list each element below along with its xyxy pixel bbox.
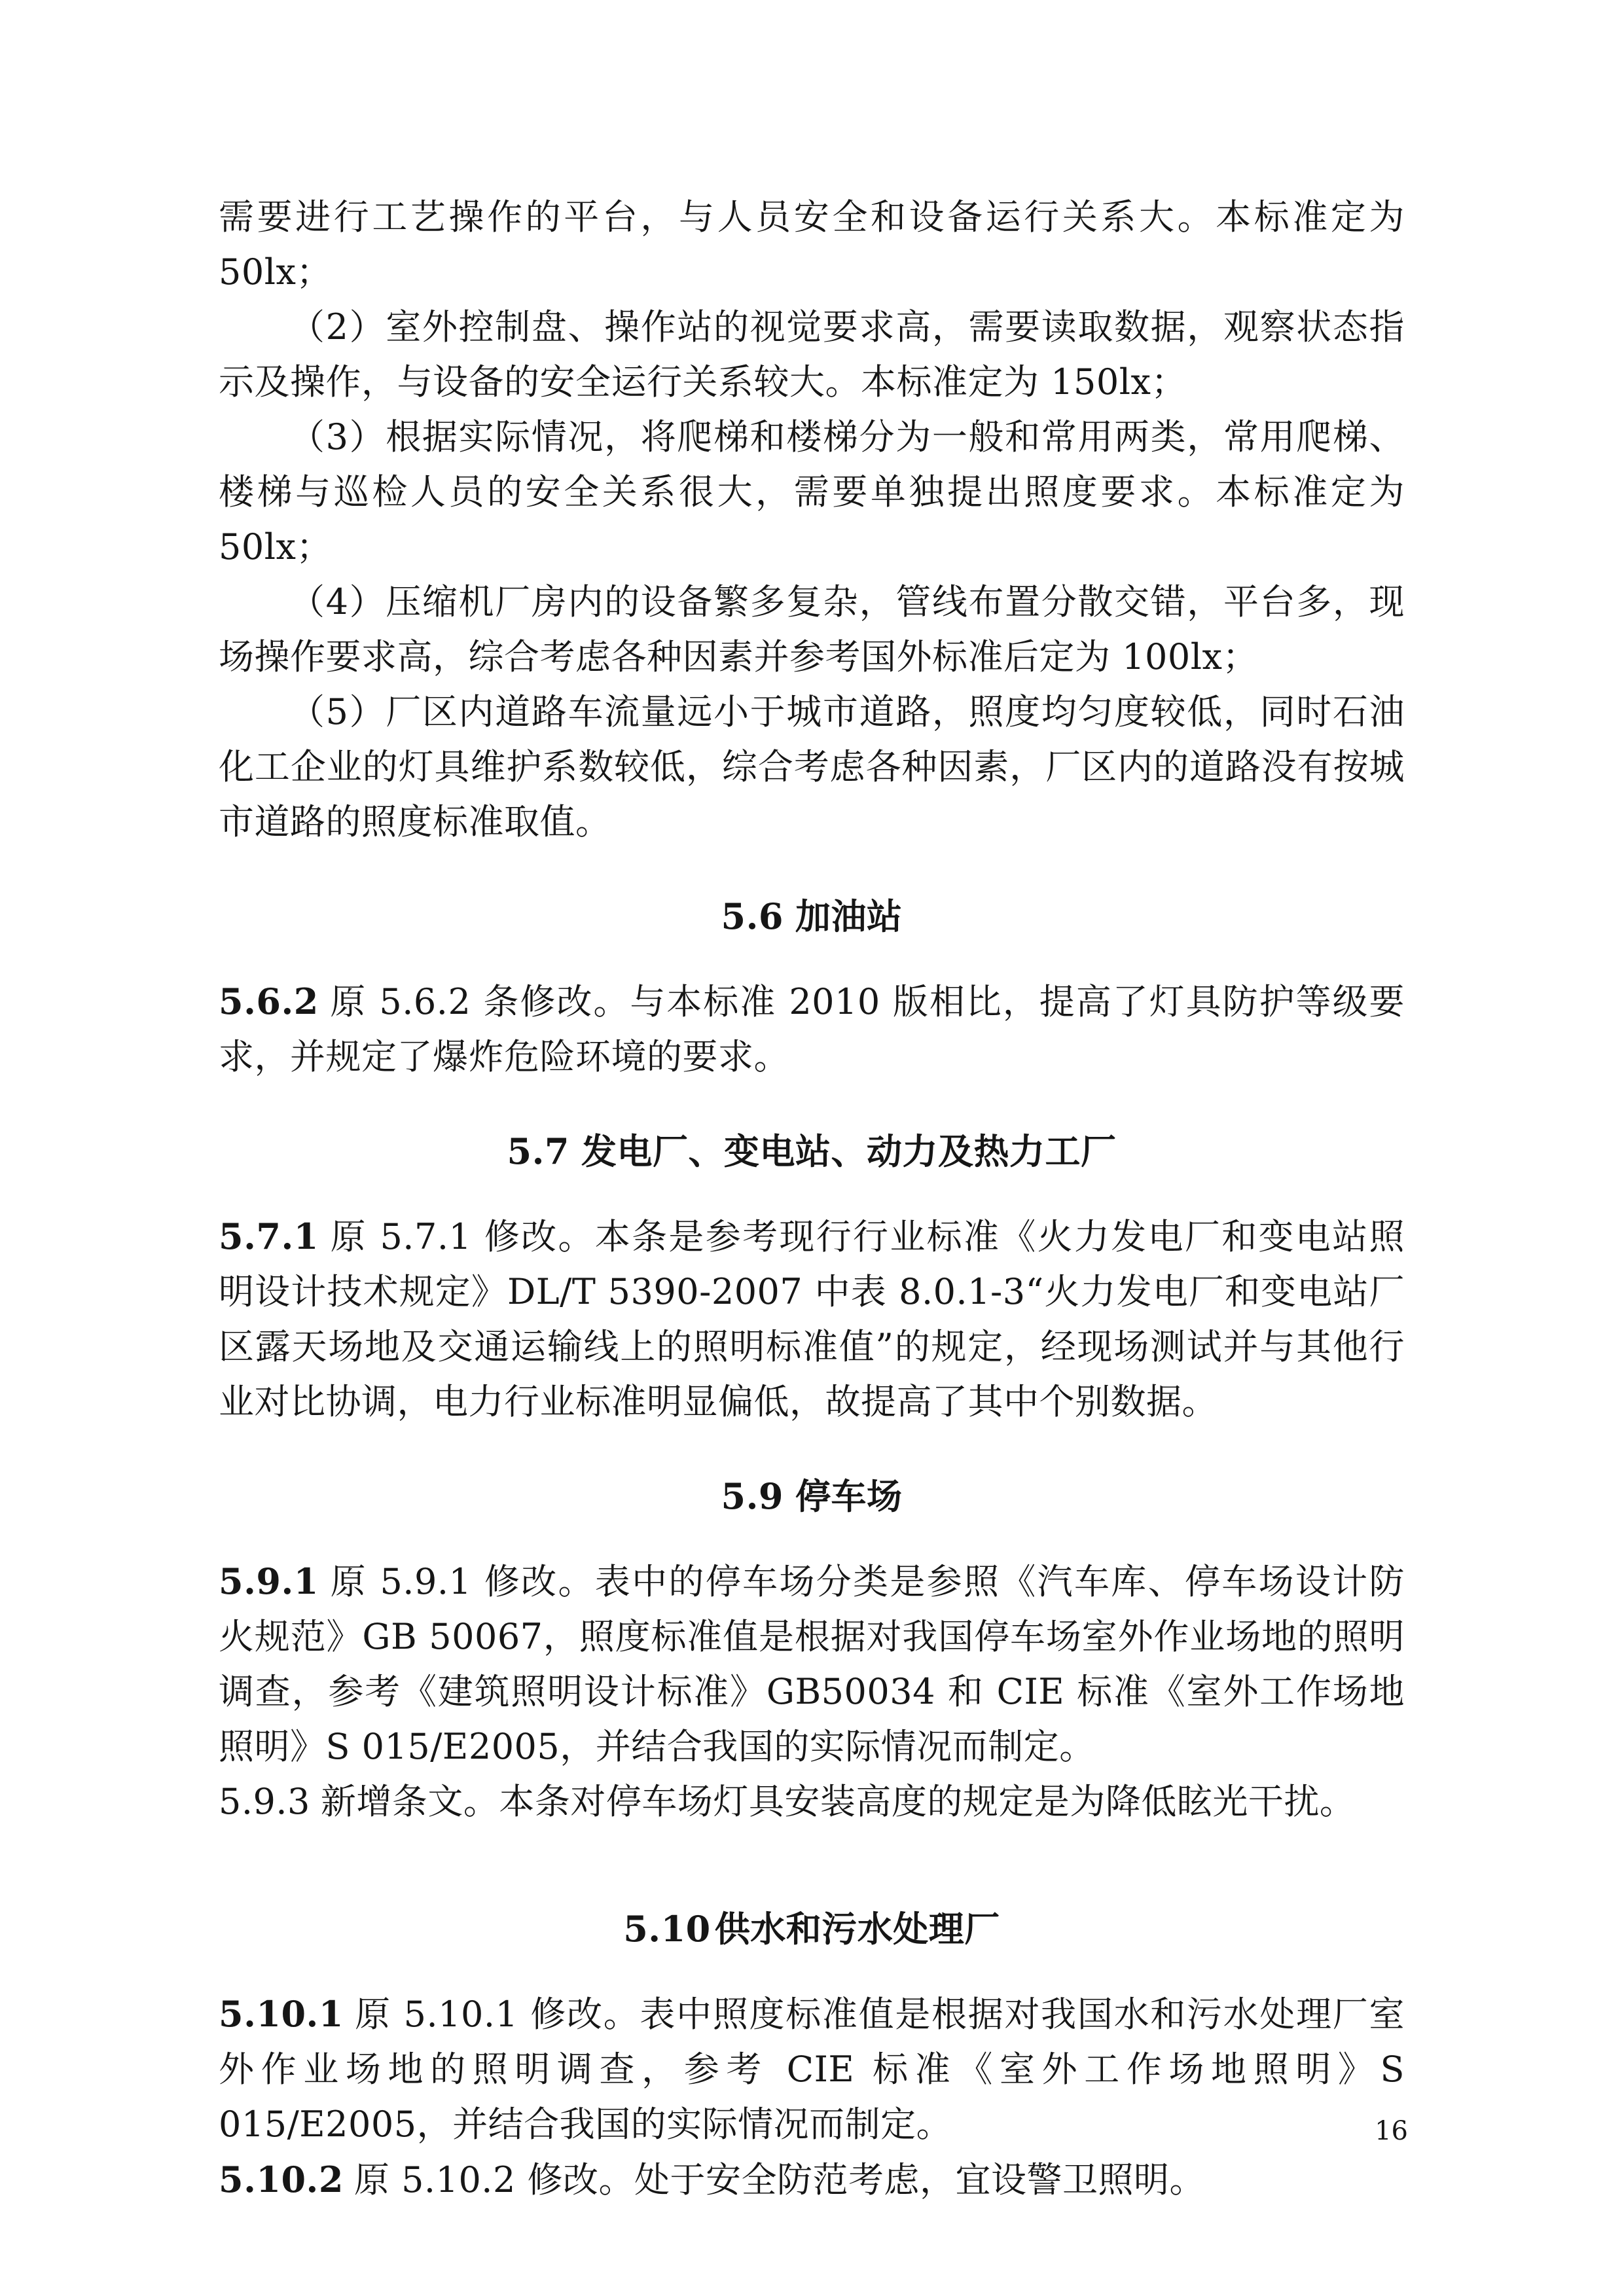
document-body	[219, 190, 1405, 2208]
clause-text: 原 5.9.1 修改。表中的停车场分类是参照《汽车库、停车场设计防火规范》GB 50067，照度标准值是根据对我国停车场室外作业场地的照明调查，参考《建筑照明设计标准》GB50034 和 CIE 标准《室外工作场地照明》S 015/E2005，并结合我国的实际情况而制定。	[219, 1561, 1405, 1767]
clause-text: 原 5.6.2 条修改。与本标准 2010 版相比，提高了灯具防护等级要求，并规定了爆炸危险环境的要求。	[219, 981, 1405, 1077]
section-title: 停车场	[795, 1475, 903, 1517]
clause-number: 5.10.2	[219, 2159, 344, 2200]
clause-number: 5.9.3	[219, 1781, 310, 1822]
section-number: 5.6	[721, 895, 784, 937]
list-item: （5）厂区内道路车流量远小于城市道路，照度均匀度较低，同时石油化工企业的灯具维护系数较低，综合考虑各种因素，厂区内的道路没有按城市道路的照度标准取值。	[219, 691, 1405, 842]
clause-5-9-1	[219, 1554, 1405, 1774]
list-item: （4）压缩机厂房内的设备繁多复杂，管线布置分散交错，平台多，现场操作要求高，综合考虑各种因素并参考国外标准后定为 100lx；	[219, 581, 1405, 677]
clause-number: 5.10.1	[219, 1993, 344, 2035]
section-heading-5-10	[219, 1901, 1405, 1956]
clause-5-10-2	[219, 2152, 1405, 2208]
section-heading-5-7	[219, 1124, 1405, 1179]
clause-text: 新增条文。本条对停车场灯具安装高度的规定是为降低眩光干扰。	[320, 1781, 1356, 1822]
section-title: 发电厂、变电站、动力及热力工厂	[581, 1130, 1117, 1172]
list-item: （2）室外控制盘、操作站的视觉要求高，需要读取数据，观察状态指示及操作，与设备的安全运行关系较大。本标准定为 150lx；	[219, 306, 1405, 403]
clause-text: 原 5.10.1 修改。表中照度标准值是根据对我国水和污水处理厂室外作业场地的照明调查，参考 CIE 标准《室外工作场地照明》S 015/E2005，并结合我国的实际情况而制定。	[219, 1994, 1405, 2145]
section-number: 5.9	[721, 1475, 784, 1517]
clause-5-10-1	[219, 1986, 1405, 2152]
paragraph-continuation: 需要进行工艺操作的平台，与人员安全和设备运行关系大。本标准定为 50lx；	[219, 196, 1405, 293]
clause-5-9-3	[219, 1774, 1405, 1829]
section-number: 5.7	[507, 1130, 569, 1172]
section-number: 5.10	[623, 1908, 711, 1950]
section-heading-5-6	[219, 889, 1405, 944]
clause-text: 原 5.7.1 修改。本条是参考现行行业标准《火力发电厂和变电站照明设计技术规定》DL/T 5390-2007 中表 8.0.1-3“火力发电厂和变电站厂区露天场地及交通运输线上的照明标准值”的规定，经现场测试并与其他行业对比协调，电力行业标准明显偏低，故提高了其中个别数据。	[219, 1216, 1405, 1422]
clause-text: 原 5.10.2 修改。处于安全防范考虑，宜设警卫照明。	[353, 2159, 1205, 2200]
section-title: 加油站	[795, 895, 903, 937]
section-heading-5-9	[219, 1469, 1405, 1524]
clause-number: 5.7.1	[219, 1215, 319, 1257]
section-title: 供水和污水处理厂	[714, 1908, 1000, 1950]
clause-5-6-2	[219, 974, 1405, 1085]
page-number: 16	[1375, 2116, 1408, 2146]
clause-number: 5.9.1	[219, 1560, 319, 1602]
list-item: （3）根据实际情况，将爬梯和楼梯分为一般和常用两类，常用爬梯、楼梯与巡检人员的安全关系很大，需要单独提出照度要求。本标准定为 50lx；	[219, 416, 1405, 567]
clause-number: 5.6.2	[219, 980, 319, 1022]
clause-5-7-1	[219, 1209, 1405, 1429]
